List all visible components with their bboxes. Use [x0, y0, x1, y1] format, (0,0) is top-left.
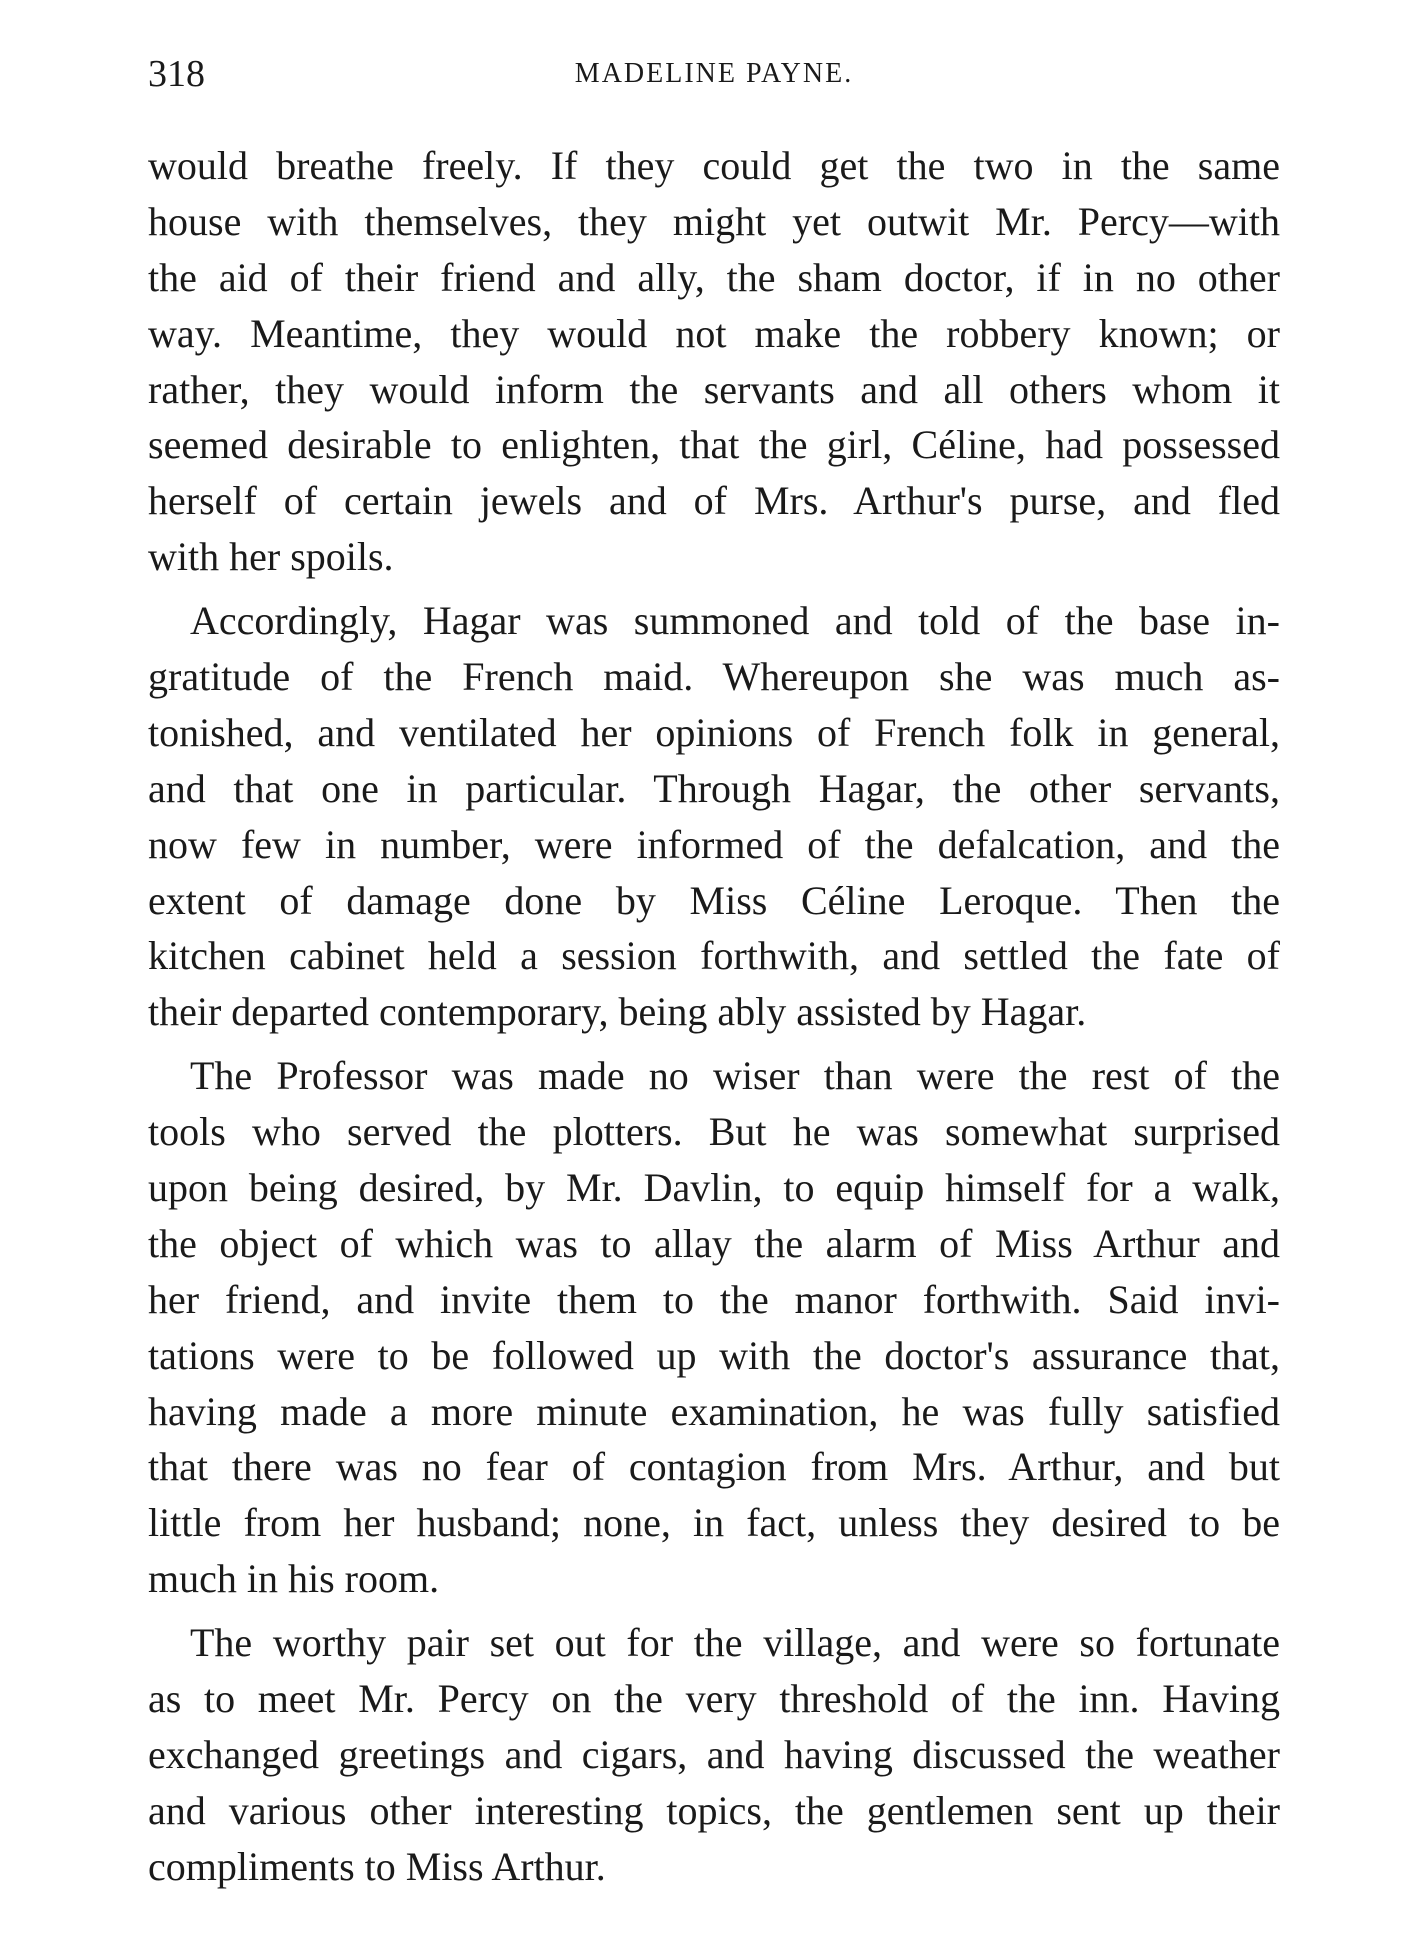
text-line: and various other interesting topics, the gentlemen sent up their	[148, 1787, 1280, 1833]
text-line: her friend, and invite them to the manor forthwith. Said invi-	[148, 1276, 1280, 1322]
body-text	[148, 138, 1280, 1903]
text-line: Accordingly, Hagar was summoned and told of the base in-	[190, 598, 1280, 644]
text-line: exchanged greetings and cigars, and having discussed the weather	[148, 1731, 1280, 1777]
text-line: The Professor was made no wiser than were the rest of the	[190, 1053, 1280, 1099]
text-line: compliments to Miss Arthur.	[148, 1843, 606, 1889]
text-line: kitchen cabinet held a session forthwith, and settled the fate of	[148, 933, 1280, 979]
text-line: tonished, and ventilated her opinions of French folk in general,	[148, 709, 1280, 755]
text-line: rather, they would inform the servants and all others whom it	[148, 366, 1280, 412]
text-line: way. Meantime, they would not make the robbery known; or	[148, 310, 1280, 356]
paragraph	[148, 1615, 1280, 1894]
text-line: herself of certain jewels and of Mrs. Arthur's purse, and fled	[148, 478, 1280, 524]
page-number: 318	[148, 53, 205, 95]
text-line: having made a more minute examination, he was fully satisfied	[148, 1388, 1280, 1434]
paragraph	[148, 593, 1280, 1040]
running-title: MADELINE PAYNE.	[574, 58, 854, 89]
text-line: now few in number, were informed of the defalcation, and the	[148, 821, 1280, 867]
text-line: seemed desirable to enlighten, that the girl, Céline, had possessed	[148, 422, 1280, 468]
text-line: upon being desired, by Mr. Davlin, to equip himself for a walk,	[148, 1165, 1280, 1211]
text-line: that there was no fear of contagion from Mrs. Arthur, and but	[148, 1444, 1280, 1490]
text-line: and that one in particular. Through Hagar, the other servants,	[148, 765, 1280, 811]
text-line: house with themselves, they might yet outwit Mr. Percy—with	[148, 198, 1280, 244]
text-line: much in his room.	[148, 1556, 440, 1602]
text-line: would breathe freely. If they could get the two in the same	[148, 143, 1280, 188]
text-line: extent of damage done by Miss Céline Leroque. Then the	[148, 877, 1280, 923]
text-line: The worthy pair set out for the village, and were so fortunate	[190, 1620, 1280, 1666]
running-head	[148, 44, 1280, 104]
text-line: the aid of their friend and ally, the sham doctor, if in no other	[148, 254, 1280, 300]
text-line: their departed contemporary, being ably assisted by Hagar.	[148, 989, 1087, 1035]
paragraph	[148, 1048, 1280, 1607]
paragraph	[148, 138, 1280, 585]
text-line: with her spoils.	[148, 534, 394, 580]
text-line: tations were to be followed up with the doctor's assurance that,	[148, 1332, 1280, 1378]
text-line: as to meet Mr. Percy on the very threshold of the inn. Having	[148, 1676, 1280, 1722]
text-line: gratitude of the French maid. Whereupon she was much as-	[148, 654, 1280, 700]
text-line: the object of which was to allay the alarm of Miss Arthur and	[148, 1220, 1280, 1266]
text-line: little from her husband; none, in fact, unless they desired to be	[148, 1500, 1280, 1546]
text-line: tools who served the plotters. But he was somewhat surprised	[148, 1109, 1280, 1155]
